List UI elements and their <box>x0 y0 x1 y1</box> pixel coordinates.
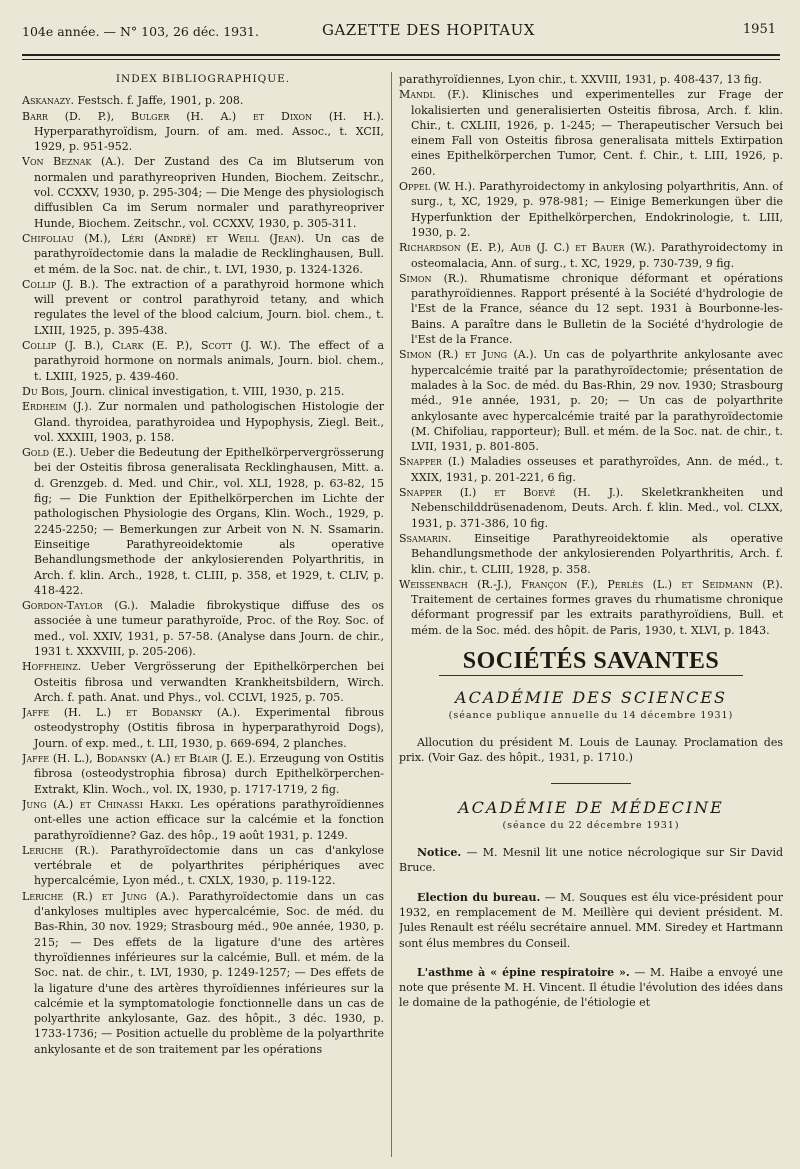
entry-author: Du Bois, <box>22 384 68 398</box>
bibliography-entry <box>22 93 384 108</box>
academy-sciences-title: ACADÉMIE DES SCIENCES <box>455 688 727 708</box>
bibliography-entry <box>399 347 783 454</box>
entry-text: parathyroïdiennes, Lyon chir., t. XXVIII, 1931, p. 408-437, 13 fig. <box>399 73 762 86</box>
entry-text: Journ. clinical investigation, t. VIII, 1930, p. 215. <box>71 384 345 398</box>
entry-text: Ueber die Bedeutung der Epithelkörpervergrösserung bei der Osteitis fibrosa generalisata Recklinghausen, Mitt. a. d. Grenzgeb. d. Med. und Chir., vol. XLI, 1928, p. 63-82, 15 fig; — Die Funktion der Epithelkörperchen im Lichte der pathologischen Physiologie des Organs, Klin. Woch., 1929, p. 2245-2250; — Bemerkungen zur Arbeit von N. N. Ssamarin. Einseitige Parathyreoidektomie als operative Behandlungsmethode der ankylosierenden Polyarthritis, in Arch. f. klin. Arch., 1928, t. CLIII, p. 358, et 1929, t. CLIV, p. 418-422. <box>34 446 384 597</box>
page-header <box>22 18 776 46</box>
entry-text: Ueber Vergrösserung der Epithelkörperchen bei Osteitis fibrosa und verwandten Krankheitsbildern, Wirch. Arch. f. path. Anat. und Phys., vol. CCLVI, 1925, p. 705. <box>34 660 384 704</box>
section-title: SOCIÉTÉS SAVANTES <box>462 647 720 674</box>
bibliography-entry <box>22 399 384 445</box>
entry-author: Chifoliau (M.), Léri (André) et Weill (Jean). <box>22 231 305 245</box>
entry-text: Erzeugung von Ostitis fibrosa (osteodystrophia fibrosa) durch Epithelkörperchen-Extrakt, Klin. Woch., vol. IX, 1930, p. 1717-1719, 2 fig. <box>34 752 384 796</box>
entry-author: Ssamarin. <box>399 531 452 545</box>
academy-medecine-title: ACADÉMIE DE MÉDECINE <box>458 798 724 818</box>
entry-author: Collip (J. B.), Clark (E. P.), Scott (J. W.). <box>22 339 281 353</box>
academy-item <box>399 965 783 1011</box>
bibliography-entry <box>22 338 384 384</box>
entry-author: Oppel (W. H.). <box>399 180 476 194</box>
bibliography-entry <box>399 577 783 638</box>
bibliography-entry <box>22 598 384 659</box>
entry-author: Gordon-Taylor (G.). <box>22 599 139 613</box>
entry-text: Parathyroïdectomie dans un cas d'ankyloses multiples avec hypercalcémie, Soc. de méd. du Bas-Rhin, 30 nov. 1929; Strasbourg méd., 90e année, 1930, p. 215; — Des effets de la ligature d'une des artères thyroïdiennes inférieures sur la calcémie, Bull. et mém. de la Soc. nat. de chir., t. LVI, 1930, p. 1249-1257; — Des effets de la ligature d'une des artères thyroïdiennes inférieures sur la calcémie et la symptomatologie fonctionnelle dans un cas de polyarthrite ankylosante, Gaz. des hôpit., 3 déc. 1930, p. 1733-1736; — Position actuelle du problème de la polyarthrite ankylosante et de son traitement par les opérations <box>34 889 384 1056</box>
bibliography-entry <box>22 154 384 230</box>
entry-text: Der Zustand des Ca im Blutserum von normalen und parathyreopriven Hunden, Biochem. Zeitschr., vol. CCXXV, 1930, p. 295-304; — Die Menge des physiologisch diffusiblen Ca im Serum normaler und parathyreopriver Hunde, Biochem. Zeitschr., vol. CCXXV, 1930, p. 305-311. <box>34 155 384 230</box>
bibliography-entry <box>399 87 783 179</box>
bibliography-entry <box>22 889 384 1057</box>
entry-author: Leriche (R.). <box>22 843 99 857</box>
academy-medecine-session: (séance du 22 décembre 1931) <box>502 819 680 831</box>
header-rule-thin <box>22 59 780 60</box>
bibliography-entry <box>22 384 384 399</box>
academy-item-lead: Election du bureau. <box>417 890 541 904</box>
bibliography-entry <box>22 445 384 598</box>
entry-text: The effect of a parathyroid hormone on normals animals, Journ. biol. chem., t. LXIII, 1925, p. 439-460. <box>34 339 384 383</box>
entry-author: Jaffe (H. L.) et Bodansky (A.). <box>22 706 241 720</box>
academy-item-lead: Notice. <box>417 846 462 860</box>
index-title: INDEX BIBLIOGRAPHIQUE. <box>115 73 291 85</box>
entry-author: Barr (D. P.), Bulger (H. A.) et Dixon (H. H.). <box>22 109 384 123</box>
journal-title: GAZETTE DES HOPITAUX <box>322 21 535 39</box>
bibliography-entry <box>22 231 384 277</box>
entry-author: Simon (R.) et Jung (A.). <box>399 348 538 362</box>
bibliography-entry <box>399 179 783 240</box>
column-divider <box>391 72 392 1157</box>
academy-item <box>399 890 783 951</box>
entry-text: The extraction of a parathyroid hormone which will prevent or control parathyroid tetany, and which regulates the level of the blood calcium, Journ. biol. chem., t. LXIII, 1925, p. 395-438. <box>34 277 384 337</box>
entry-author: Jaffe (H. L.), Bodansky (A.) et Blair (J. E.). <box>22 752 256 766</box>
section-rule <box>439 675 743 676</box>
bibliography-entry <box>399 454 783 485</box>
issue-info: 104e année. — N° 103, 26 déc. 1931. <box>22 24 259 39</box>
academy-item-text: — M. Mesnil lit une notice nécrologique sur Sir David Bruce. <box>399 846 783 875</box>
bibliography-entry <box>399 485 783 531</box>
entry-text: Festsch. f. Jaffe, 1901, p. 208. <box>77 94 244 108</box>
bibliography-entry <box>399 271 783 347</box>
entry-author: Gold (E.). <box>22 446 77 460</box>
academy-sciences-session: (séance publique annuelle du 14 décembre 1931) <box>448 709 734 721</box>
bibliography-entry <box>399 531 783 577</box>
entry-text: Parathyroidectomy in osteomalacia, Ann. of surg., t. XC, 1929, p. 730-739, 9 fig. <box>411 241 783 270</box>
entry-text: Klinisches und experimentelles zur Frage der lokalisierten und generalisierten Osteitis fibrosa, Arch. f. klin. Chir., t. CXLIII, 1926, p. 1-245; — Therapeutischer Versuch bei einem Fall von Osteitis fibrosa generalisata mittels Extirpation eines Epithelkörperchen Tumor, Cent. f. Chir., t. LIII, 1926, p. 260. <box>411 88 783 178</box>
page-number: 1951 <box>742 22 776 37</box>
left-column <box>22 72 384 1162</box>
bibliography-entry <box>22 751 384 797</box>
entry-author: Leriche (R.) et Jung (A.). <box>22 889 180 903</box>
entry-text: Parathyroïdectomie dans un cas d'ankylose vertébrale et de polyarthrites périphériques avec hypercalcémie, Lyon méd., t. CXLX, 1930, p. 119-122. <box>34 843 384 888</box>
bibliography-entry <box>399 72 783 87</box>
bibliography-entry <box>22 843 384 889</box>
entry-text: Experimental fibrous osteodystrophy (Ostitis fibrosa in hyperparathyroid Dogs), Journ. of exp. med., t. LII, 1930, p. 669-694, 2 planches. <box>34 706 384 750</box>
entry-text: Skeletkrankheiten und Nebenschilddrüsenadenom, Deuts. Arch. f. klin. Med., vol. CLXX, 1931, p. 371-386, 10 fig. <box>411 486 783 530</box>
bibliography-entry <box>22 659 384 705</box>
academy-item-text: — M. Haibe a envoyé une note que présente M. H. Vincent. Il étudie l'évolution des idées dans le domaine de la pathogénie, de l'étiologie et <box>399 965 783 1010</box>
header-rule-thick <box>22 54 780 56</box>
entry-author: Hoffheinz. <box>22 660 82 674</box>
academy-sciences-text: Allocution du président M. Louis de Launay. Proclamation des prix. (Voir Gaz. des hôpit., 1931, p. 1710.) <box>399 735 783 765</box>
entry-author: Askanazy. <box>22 94 74 108</box>
entry-text: Maladies osseuses et parathyroïdes, Ann. de méd., t. XXIX, 1931, p. 201-221, 6 fig. <box>411 455 783 484</box>
index-entries-left <box>22 93 384 1057</box>
entry-text: Un cas de polyarthrite ankylosante avec hypercalcémie traité par la parathyroïdectomie; présentation de malades à la Soc. de méd. du Bas-Rhin, 29 nov. 1930; Strasbourg méd., 91e année, 1931, p. 20; — Un cas de polyarthrite ankylosante avec hypercalcémie traité par la parathyroïdectomie (M. Chifoliau, rapporteur); Bull. et mém. de la Soc. nat. de chir., t. LVII, 1931, p. 801-805. <box>411 348 783 454</box>
entry-text: Rhumatisme chronique déformant et opérations parathyroïdiennes. Rapport présenté à la Société d'hydrologie de l'Est de la France, séance du 12 sept. 1931 à Bourbonne-les-Bains. A paraître dans le Bulletin de la Société d'hydrologie de l'Est de la France. <box>411 271 783 347</box>
entry-author: Simon (R.). <box>399 271 468 285</box>
entry-author: Mandl (F.). <box>399 88 470 102</box>
entry-author: Jung (A.) et Chinassi Hakki. <box>22 797 184 811</box>
index-entries-right <box>399 72 783 638</box>
academy-item-lead: L'asthme à « épine respiratoire ». <box>417 965 630 979</box>
entry-text: Maladie fibrokystique diffuse des os associée à une tumeur parathyroïde, Proc. of the Roy. Soc. of med., vol. XXIV, 1931, p. 57-58. (Analyse dans Journ. de chir., 1931 t. XXXVIII, p. 205-206). <box>34 599 384 658</box>
entry-text: Les opérations parathyroïdiennes ont-elles une action efficace sur la calcémie et la fonction parathyroïdienne? Gaz. des hôp., 19 août 1931, p. 1249. <box>34 797 384 842</box>
bibliography-entry <box>22 705 384 751</box>
entry-text: Zur normalen und pathologischen Histologie der Gland. thyroidea, parathyroidea und Hypophysis, Ziegl. Beit., vol. XXXIII, 1903, p. 158. <box>34 400 384 444</box>
entry-author: Snapper (I.) <box>399 455 465 469</box>
entry-text: Traitement de certaines formes graves du rhumatisme chronique déformant progressif par les extraits parathyroïdiens, Bull. et mém. de la Soc. méd. des hôpit. de Paris, 1930, t. XLVI, p. 1843. <box>411 593 783 637</box>
entry-author: Von Beznak (A.). <box>22 155 125 169</box>
right-column <box>399 72 783 1162</box>
entry-author: Weissenbach (R.-J.), Françon (F.), Perlès (L.) et Seidmann (P.). <box>399 577 783 591</box>
entry-text: Hyperparathyroïdism, Journ. of am. med. Assoc., t. XCII, 1929, p. 951-952. <box>34 124 384 154</box>
entry-author: Collip (J. B.). <box>22 277 99 291</box>
bibliography-entry <box>22 277 384 338</box>
academy-item-text: — M. Souques est élu vice-président pour 1932, en remplacement de M. Meillère qui devient président. M. Jules Renault est réélu secrétaire annuel. MM. Siredey et Hartmann sont élus membres du Conseil. <box>399 890 783 950</box>
bibliography-entry <box>22 797 384 843</box>
short-divider <box>551 783 631 784</box>
academy-item <box>399 845 783 876</box>
bibliography-entry <box>399 240 783 271</box>
bibliography-entry <box>22 109 384 155</box>
entry-author: Richardson (E. P.), Aub (J. C.) et Bauer (W.). <box>399 241 656 255</box>
entry-text: Un cas de parathyroïdectomie dans la maladie de Recklinghausen, Bull. et mém. de la Soc. nat. de chir., t. LVI, 1930, p. 1324-1326. <box>34 231 384 276</box>
entry-text: Einseitige Parathyreoidektomie als operative Behandlungsmethode der ankylosierenden Polyarthritis, Arch. f. klin. chir., t. CLIII, 1928, p. 358. <box>411 531 783 576</box>
academy-medecine-items <box>399 845 783 1011</box>
entry-author: Erdheim (J.). <box>22 400 92 414</box>
entry-author: Snapper (I.) et Boevé (H. J.). <box>399 486 624 500</box>
entry-text: Parathyroidectomy in ankylosing polyarthritis, Ann. of surg., t, XC, 1929, p. 978-981; — Einige Bemerkungen über die Hyperfunktion der Epithelkörperchen, Endokrinologie, t. LIII, 1930, p. 2. <box>411 180 783 239</box>
